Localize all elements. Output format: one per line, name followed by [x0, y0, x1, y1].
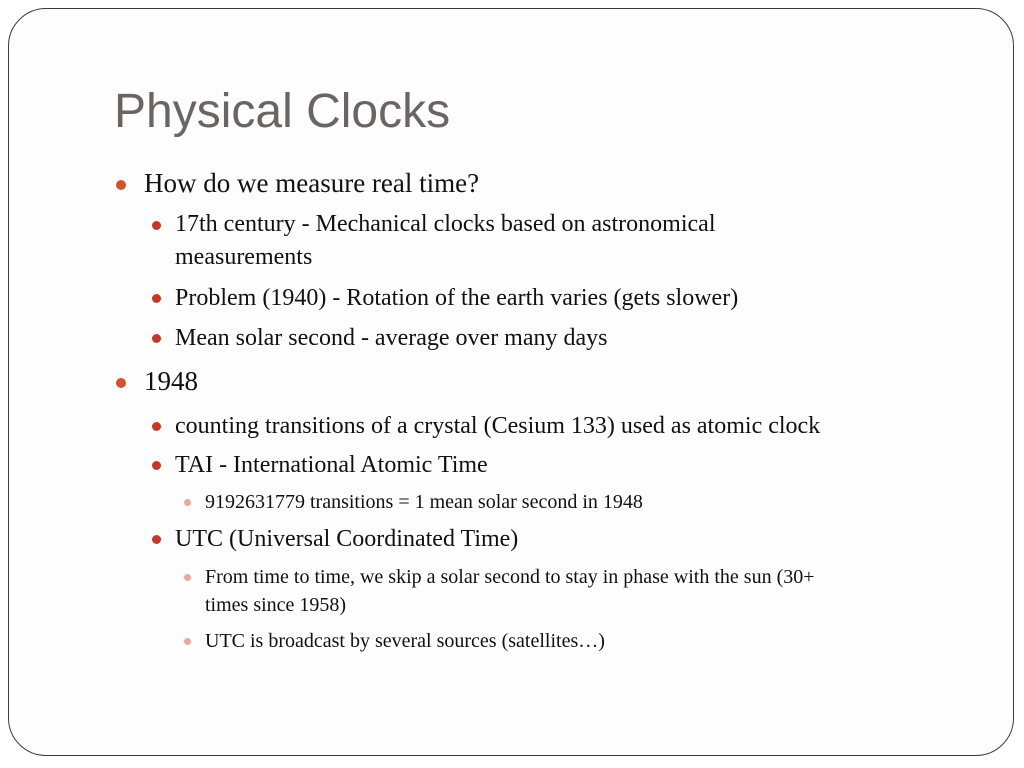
bullet-line: From time to time, we skip a solar second to stay in phase with the sun (30+ — [205, 566, 815, 588]
bullet-line: 17th century - Mechanical clocks based on astronomical — [175, 211, 716, 237]
bullet-dot — [152, 221, 161, 230]
bullet-level2-utc: UTC (Universal Coordinated Time) — [175, 526, 519, 552]
bullet-dot — [184, 574, 191, 581]
bullet-level1-1948: 1948 — [144, 366, 198, 396]
bullet-level2-17th-century — [175, 208, 715, 274]
bullet-level3-skip-second — [205, 563, 815, 619]
bullet-line: measurements — [175, 244, 313, 270]
bullet-dot — [116, 180, 126, 190]
bullet-level2-cesium: counting transitions of a crystal (Cesium 133) used as atomic clock — [175, 413, 821, 439]
bullet-dot — [184, 499, 191, 506]
bullet-dot — [184, 638, 191, 645]
bullet-dot — [152, 535, 161, 544]
bullet-dot — [116, 378, 126, 388]
bullet-level2-mean-solar: Mean solar second - average over many days — [175, 325, 608, 351]
bullet-line: times since 1958) — [205, 594, 347, 616]
bullet-level1-question: How do we measure real time? — [144, 168, 480, 198]
bullet-dot — [152, 334, 161, 343]
bullet-level3-broadcast: UTC is broadcast by several sources (satellites…) — [205, 630, 605, 652]
bullet-dot — [152, 461, 161, 470]
slide-title: Physical Clocks — [114, 85, 451, 138]
bullet-level2-tai: TAI - International Atomic Time — [175, 452, 488, 478]
bullet-level2-problem: Problem (1940) - Rotation of the earth varies (gets slower) — [175, 285, 739, 311]
bullet-dot — [152, 294, 161, 303]
bullet-level3-transitions: 9192631779 transitions = 1 mean solar second in 1948 — [205, 491, 643, 513]
bullet-dot — [152, 422, 161, 431]
